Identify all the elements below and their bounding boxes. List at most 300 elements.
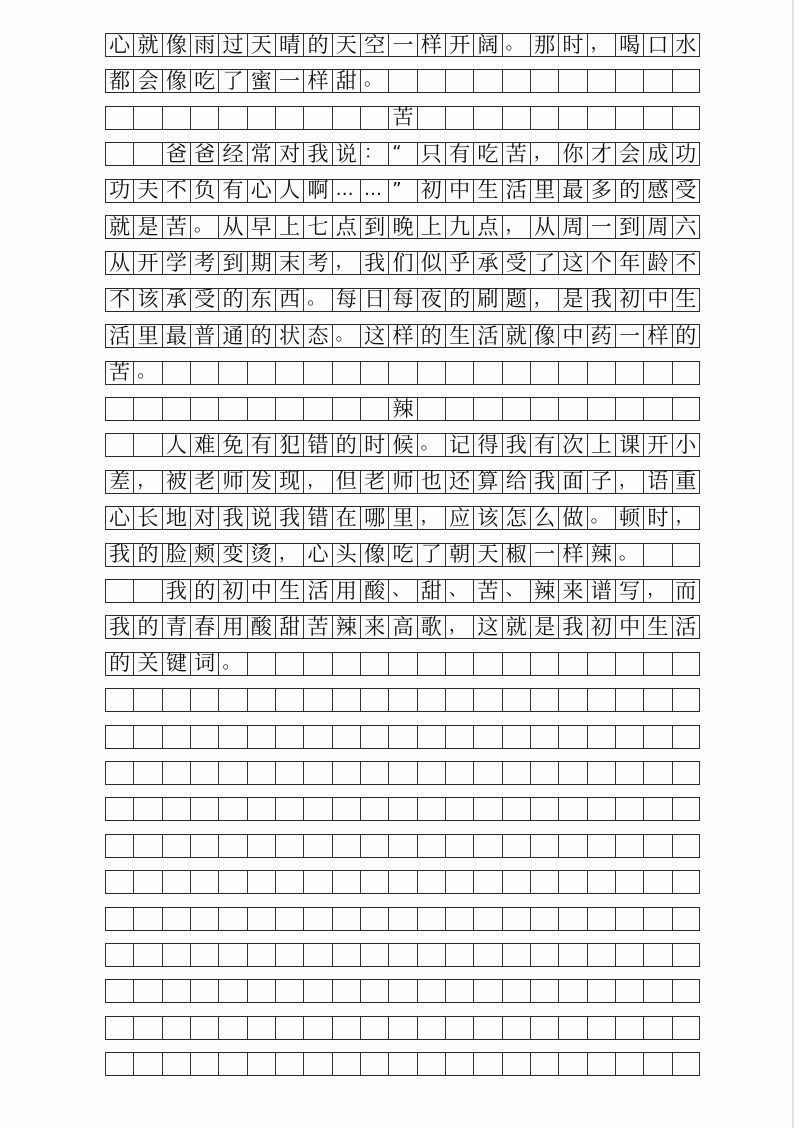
grid-cell: 地 [162,507,190,529]
grid-cell [388,762,416,784]
grid-cell [587,70,615,92]
grid-cell [558,762,586,784]
grid-cell: 样 [417,34,445,56]
grid-cell: 了 [218,70,246,92]
grid-cell: 甜 [332,70,360,92]
grid-cell [558,908,586,930]
grid-cell: ” [388,180,416,202]
grid-cell [643,980,671,1002]
grid-cell [105,726,133,748]
grid-cell [388,980,416,1002]
grid-cell [417,1017,445,1039]
grid-cell: 生 [445,325,473,347]
grid-cell: 了 [530,252,558,274]
grid-cell [643,107,671,129]
grid-cell: 中 [247,580,275,602]
grid-cell [133,908,161,930]
grid-cell: 有 [530,434,558,456]
grid-cell: 心 [105,34,133,56]
grid-cell: 的 [105,653,133,675]
grid-cell [105,398,133,420]
grid-cell: 一 [587,216,615,238]
grid-cell [473,689,501,711]
grid-cell: 一 [615,325,643,347]
grid-cell: 候 [388,434,416,456]
grid-cell [445,107,473,129]
grid-cell: 就 [502,616,530,638]
grid-cell [615,835,643,857]
grid-cell [473,798,501,820]
grid-row [105,688,700,712]
grid-cell [473,980,501,1002]
grid-cell: 不 [672,252,700,274]
grid-cell [332,944,360,966]
grid-cell: 日 [360,289,388,311]
grid-cell: 学 [162,252,190,274]
grid-cell [417,70,445,92]
grid-cell: 该 [473,507,501,529]
grid-cell: 从 [218,216,246,238]
grid-cell [672,944,700,966]
grid-cell [587,980,615,1002]
grid-cell: 感 [643,180,671,202]
grid-cell [303,107,331,129]
grid-cell [105,835,133,857]
grid-cell [473,944,501,966]
grid-cell [105,143,133,165]
grid-cell [247,980,275,1002]
grid-cell [473,762,501,784]
grid-cell: 苦 [105,362,133,384]
grid-cell: 课 [615,434,643,456]
grid-cell: 受 [672,180,700,202]
grid-cell [530,689,558,711]
grid-cell: 小 [672,434,700,456]
grid-cell [672,689,700,711]
grid-cell [162,362,190,384]
grid-cell [445,980,473,1002]
grid-cell: 。 [190,216,218,238]
grid-cell [558,871,586,893]
grid-cell: 通 [218,325,246,347]
grid-row [105,33,700,57]
grid-cell: 犯 [275,434,303,456]
grid-cell: ， [672,507,700,529]
grid-cell [502,871,530,893]
grid-row [105,907,700,931]
grid-cell: 初 [417,180,445,202]
grid-cell: 九 [445,216,473,238]
grid-cell: 考 [190,252,218,274]
grid-cell [105,908,133,930]
grid-cell: 周 [643,216,671,238]
grid-cell: 对 [190,507,218,529]
grid-cell: 被 [162,471,190,493]
grid-cell [190,1017,218,1039]
grid-cell [473,908,501,930]
grid-cell: 记 [445,434,473,456]
grid-cell [473,107,501,129]
grid-cell: 初 [615,289,643,311]
grid-row [105,361,700,385]
grid-cell: 该 [133,289,161,311]
grid-cell: 写 [615,580,643,602]
grid-cell [530,398,558,420]
grid-row [105,506,700,530]
grid-cell: 最 [558,180,586,202]
grid-cell [502,726,530,748]
grid-cell [502,798,530,820]
grid-cell: 的 [332,434,360,456]
grid-cell [388,70,416,92]
grid-cell: 算 [473,471,501,493]
grid-cell: 晚 [388,216,416,238]
grid-cell: 活 [502,180,530,202]
grid-cell: 苦 [162,216,190,238]
grid-cell: 蜜 [247,70,275,92]
grid-cell: 个 [587,252,615,274]
grid-cell [218,689,246,711]
grid-cell: 就 [133,34,161,56]
grid-row [105,433,700,457]
grid-cell [388,689,416,711]
grid-cell: … [360,180,388,202]
grid-cell [162,726,190,748]
grid-cell [360,980,388,1002]
grid-cell [445,762,473,784]
grid-cell [247,871,275,893]
grid-cell: 似 [417,252,445,274]
grid-cell [190,944,218,966]
grid-cell: 吃 [190,70,218,92]
grid-cell: 中 [643,289,671,311]
grid-cell: ， [332,252,360,274]
grid-cell [332,107,360,129]
grid-cell: “ [388,143,416,165]
grid-cell [275,362,303,384]
grid-cell [303,798,331,820]
grid-cell [190,762,218,784]
grid-cell [360,762,388,784]
grid-cell: 药 [587,325,615,347]
grid-cell: 我 [303,143,331,165]
grid-cell [332,653,360,675]
grid-cell: 样 [388,325,416,347]
grid-cell: 点 [332,216,360,238]
grid-row [105,324,700,348]
grid-cell: 变 [218,544,246,566]
grid-row [105,215,700,239]
grid-cell [133,726,161,748]
grid-cell: 给 [502,471,530,493]
grid-cell: 天 [247,34,275,56]
grid-cell [473,70,501,92]
grid-cell [643,726,671,748]
grid-cell: ， [445,616,473,638]
grid-cell: 做 [558,507,586,529]
grid-cell: 那 [530,34,558,56]
grid-cell: ， [275,544,303,566]
grid-cell [247,1017,275,1039]
grid-cell: 高 [388,616,416,638]
grid-cell [105,1053,133,1075]
grid-cell: 才 [587,143,615,165]
grid-cell: 多 [587,180,615,202]
grid-cell [502,107,530,129]
grid-cell [190,835,218,857]
grid-cell: 谱 [587,580,615,602]
grid-cell [643,798,671,820]
grid-cell [162,908,190,930]
grid-cell [417,944,445,966]
grid-row [105,615,700,639]
grid-cell: 。 [417,434,445,456]
grid-cell [360,871,388,893]
grid-cell: 了 [417,544,445,566]
grid-cell [502,944,530,966]
grid-cell [303,1053,331,1075]
grid-cell [218,1017,246,1039]
grid-cell [218,944,246,966]
grid-cell [587,1053,615,1075]
grid-cell [388,908,416,930]
grid-cell: 来 [360,616,388,638]
grid-cell [332,908,360,930]
grid-cell [587,689,615,711]
grid-cell: 到 [218,252,246,274]
grid-cell [105,798,133,820]
grid-cell [105,107,133,129]
grid-cell: ， [303,471,331,493]
grid-cell: 期 [247,252,275,274]
grid-cell: 东 [247,289,275,311]
grid-cell [615,908,643,930]
grid-cell: 键 [162,653,190,675]
grid-cell [133,107,161,129]
grid-cell: 来 [558,580,586,602]
grid-cell [615,1017,643,1039]
grid-row [105,652,700,676]
grid-cell [615,398,643,420]
grid-cell [445,362,473,384]
grid-cell: 辣 [587,544,615,566]
grid-cell: 就 [502,325,530,347]
grid-cell [360,798,388,820]
grid-cell [303,726,331,748]
grid-cell [587,835,615,857]
grid-cell [388,362,416,384]
grid-cell: 错 [303,434,331,456]
grid-row [105,142,700,166]
grid-cell: 辣 [332,616,360,638]
grid-cell: 难 [190,434,218,456]
grid-cell [190,980,218,1002]
grid-cell: 里 [133,325,161,347]
grid-cell: 词 [190,653,218,675]
grid-cell [445,798,473,820]
grid-cell: 活 [672,616,700,638]
grid-cell: 样 [643,325,671,347]
grid-cell [445,1017,473,1039]
grid-cell: 我 [162,580,190,602]
grid-cell [133,871,161,893]
grid-cell: 像 [360,544,388,566]
grid-row [105,69,700,93]
grid-cell [558,362,586,384]
grid-cell: 每 [388,289,416,311]
grid-cell: 、 [445,580,473,602]
grid-cell: 活 [105,325,133,347]
grid-cell: 六 [672,216,700,238]
grid-cell [643,835,671,857]
grid-cell: 上 [587,434,615,456]
grid-cell [303,762,331,784]
grid-row [105,979,700,1003]
grid-cell [247,362,275,384]
grid-cell [587,944,615,966]
grid-cell [445,908,473,930]
grid-cell: 也 [417,471,445,493]
grid-cell [445,653,473,675]
grid-cell [473,653,501,675]
grid-cell: 受 [502,252,530,274]
grid-cell [247,798,275,820]
grid-cell: 雨 [190,34,218,56]
grid-cell [417,689,445,711]
grid-cell: 甜 [417,580,445,602]
grid-cell [133,434,161,456]
grid-cell: 。 [502,34,530,56]
grid-cell [643,362,671,384]
grid-cell: 生 [473,180,501,202]
grid-cell [162,398,190,420]
grid-cell: 关 [133,653,161,675]
grid-cell [530,107,558,129]
grid-cell [105,980,133,1002]
grid-cell [303,1017,331,1039]
grid-cell [388,871,416,893]
grid-cell [530,362,558,384]
grid-cell: 我 [218,507,246,529]
grid-cell: 上 [417,216,445,238]
grid-cell: 错 [303,507,331,529]
grid-cell: 中 [558,325,586,347]
grid-cell [332,762,360,784]
grid-cell [388,726,416,748]
grid-cell [587,908,615,930]
grid-cell [672,762,700,784]
grid-cell [360,689,388,711]
grid-cell [417,762,445,784]
grid-cell [332,835,360,857]
grid-cell [558,1017,586,1039]
grid-cell [247,1053,275,1075]
grid-cell: 、 [388,580,416,602]
grid-cell [445,70,473,92]
grid-cell: 开 [445,34,473,56]
grid-cell: 重 [672,471,700,493]
grid-cell: 这 [360,325,388,347]
grid-cell: 的 [615,180,643,202]
grid-cell [445,398,473,420]
grid-cell: 吃 [388,544,416,566]
grid-cell [502,980,530,1002]
grid-cell: 子 [587,471,615,493]
grid-cell [275,798,303,820]
grid-cell [275,762,303,784]
grid-cell: 我 [558,616,586,638]
grid-cell: 天 [473,544,501,566]
grid-cell [332,362,360,384]
grid-cell: 上 [275,216,303,238]
grid-cell [615,762,643,784]
grid-cell: 应 [445,507,473,529]
grid-cell: 生 [643,616,671,638]
grid-cell: 脸 [162,544,190,566]
grid-cell [530,653,558,675]
grid-cell [360,653,388,675]
grid-cell [587,362,615,384]
grid-cell: 。 [615,544,643,566]
grid-cell [303,980,331,1002]
grid-cell: 功 [105,180,133,202]
grid-cell [502,70,530,92]
grid-cell [530,726,558,748]
grid-cell: 过 [218,34,246,56]
grid-cell [360,1053,388,1075]
grid-cell [558,1053,586,1075]
grid-cell [587,762,615,784]
grid-cell: 时 [360,434,388,456]
grid-cell [303,362,331,384]
grid-cell: 只 [417,143,445,165]
grid-cell: 就 [105,216,133,238]
grid-cell [558,798,586,820]
grid-cell [672,1017,700,1039]
grid-cell: 早 [247,216,275,238]
grid-cell [473,362,501,384]
grid-cell [643,689,671,711]
grid-cell [445,835,473,857]
grid-cell: 每 [332,289,360,311]
grid-cell: 阔 [473,34,501,56]
grid-cell: 。 [332,325,360,347]
grid-cell [530,835,558,857]
grid-cell [105,871,133,893]
grid-cell [332,689,360,711]
grid-cell [558,726,586,748]
grid-cell: 。 [133,362,161,384]
grid-cell [133,798,161,820]
grid-cell [133,689,161,711]
grid-cell: 态 [303,325,331,347]
grid-cell: 还 [445,471,473,493]
grid-cell [558,689,586,711]
grid-cell: 从 [105,252,133,274]
grid-cell: 师 [388,471,416,493]
grid-cell [105,580,133,602]
scan-edge-line [792,0,794,1128]
grid-cell [303,689,331,711]
grid-cell: 师 [218,471,246,493]
grid-cell [105,762,133,784]
grid-cell [643,653,671,675]
grid-cell: 用 [332,580,360,602]
grid-cell [417,398,445,420]
grid-cell: 在 [332,507,360,529]
grid-cell: 对 [275,143,303,165]
grid-cell [502,653,530,675]
